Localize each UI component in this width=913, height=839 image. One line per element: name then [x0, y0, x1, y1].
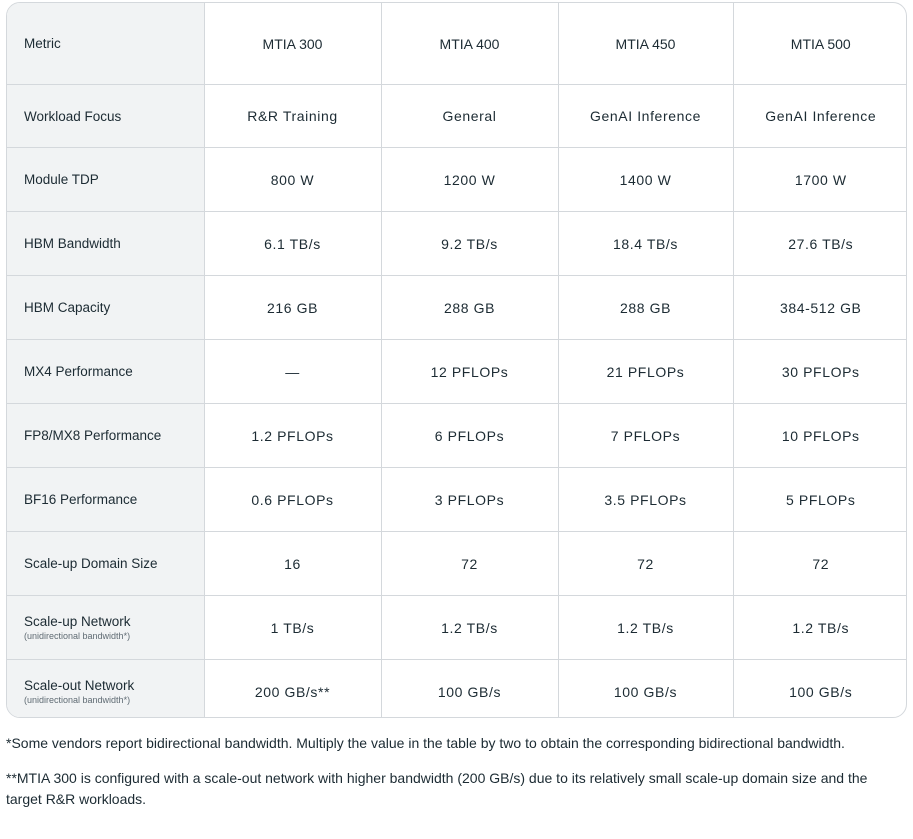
table-row: [7, 596, 907, 660]
table-cell: 72: [733, 532, 907, 596]
table-cell: 5 PFLOPs: [733, 468, 907, 532]
table-cell: 1400 W: [558, 148, 733, 212]
row-label-text: HBM Bandwidth: [24, 236, 121, 251]
row-label-text: Scale-up Domain Size: [24, 556, 158, 571]
table-cell: 100 GB/s: [789, 683, 853, 700]
row-label: [7, 660, 204, 719]
table-cell: General: [381, 85, 558, 148]
table-cell: 21 PFLOPs: [558, 340, 733, 404]
row-label-text: Scale-up Network: [24, 614, 131, 629]
table-cell: 200 GB/s**: [204, 660, 381, 719]
table-cell: 1700 W: [733, 148, 907, 212]
table-cell: 72: [381, 532, 558, 596]
table-cell: 72: [558, 532, 733, 596]
table-cell: 1.2 TB/s: [381, 596, 558, 660]
footnotes: [6, 733, 901, 824]
table-cell: 1 TB/s: [204, 596, 381, 660]
row-label-text: Workload Focus: [24, 108, 122, 124]
table-cell: 10 PFLOPs: [733, 404, 907, 468]
table-cell: 384-512 GB: [733, 276, 907, 340]
table-cell: R&R Training: [204, 85, 381, 148]
table-row: [7, 340, 907, 404]
table-cell: 7 PFLOPs: [558, 404, 733, 468]
table-cell: GenAI Inference: [733, 85, 907, 148]
table-cell: —: [204, 340, 381, 404]
table-cell: 27.6 TB/s: [733, 212, 907, 276]
table-cell: 18.4 TB/s: [558, 212, 733, 276]
table-cell: 6 PFLOPs: [381, 404, 558, 468]
table-cell: GenAI Inference: [558, 85, 733, 148]
row-label-text: MX4 Performance: [24, 364, 133, 379]
row-label: [7, 276, 204, 340]
table-cell: 1.2 PFLOPs: [204, 404, 381, 468]
row-label: [7, 532, 204, 596]
table-row: [7, 404, 907, 468]
table-cell: 288 GB: [558, 276, 733, 340]
table-cell: 216 GB: [204, 276, 381, 340]
table-cell: 9.2 TB/s: [381, 212, 558, 276]
row-label-text: FP8/MX8 Performance: [24, 428, 162, 443]
table-cell: 0.6 PFLOPs: [204, 468, 381, 532]
table-row: [7, 468, 907, 532]
header-cell-mtia-450: MTIA 450: [558, 3, 733, 85]
table-cell: 3.5 PFLOPs: [558, 468, 733, 532]
table-cell: 100 GB/s: [558, 660, 733, 719]
row-label-note: (unidirectional bandwidth*): [24, 631, 131, 641]
row-label-text: HBM Capacity: [24, 300, 111, 315]
header-cell-mtia-400: MTIA 400: [381, 3, 558, 85]
table-cell: 1.2 TB/s: [558, 596, 733, 660]
table-cell: 30 PFLOPs: [733, 340, 907, 404]
spec-comparison-table: [7, 3, 907, 718]
table-header-row: [7, 3, 907, 85]
spec-table-container: [6, 2, 907, 718]
table-cell: 800 W: [204, 148, 381, 212]
table-cell: 1.2 TB/s: [733, 596, 907, 660]
header-cell-mtia-300: MTIA 300: [204, 3, 381, 85]
table-cell: 6.1 TB/s: [204, 212, 381, 276]
header-cell-mtia-500: MTIA 500: [733, 3, 907, 85]
row-label: [7, 148, 204, 212]
table-cell: 288 GB: [381, 276, 558, 340]
table-row: [7, 85, 907, 148]
table-cell: 100 GB/s: [381, 660, 558, 719]
header-cell-metric: Metric: [7, 3, 204, 85]
footnote-mtia-300: **MTIA 300 is configured with a scale-out network with higher bandwidth (200 GB/s) due to its relatively small scale-up domain size and the target R&R workloads.: [6, 770, 868, 807]
table-row: [7, 276, 907, 340]
table-row: [7, 148, 907, 212]
row-label: [7, 596, 204, 660]
table-cell: 1200 W: [381, 148, 558, 212]
row-label: [7, 404, 204, 468]
row-label-note: (unidirectional bandwidth*): [24, 695, 131, 705]
row-label: [7, 340, 204, 404]
footnote-bidirectional: *Some vendors report bidirectional bandwidth. Multiply the value in the table by two to obtain the corresponding bidirectional bandwidth.: [6, 735, 845, 751]
row-label-text: Module TDP: [24, 172, 99, 187]
row-label-text: Scale-out Network: [24, 678, 135, 693]
table-row: [7, 532, 907, 596]
table-row: [7, 212, 907, 276]
row-label-text: BF16 Performance: [24, 492, 138, 507]
table-cell: 3 PFLOPs: [381, 468, 558, 532]
row-label: [7, 85, 204, 148]
row-label: [7, 468, 204, 532]
row-label: [7, 212, 204, 276]
table-cell: 12 PFLOPs: [381, 340, 558, 404]
table-row: [7, 660, 907, 719]
table-cell: 16: [204, 532, 381, 596]
